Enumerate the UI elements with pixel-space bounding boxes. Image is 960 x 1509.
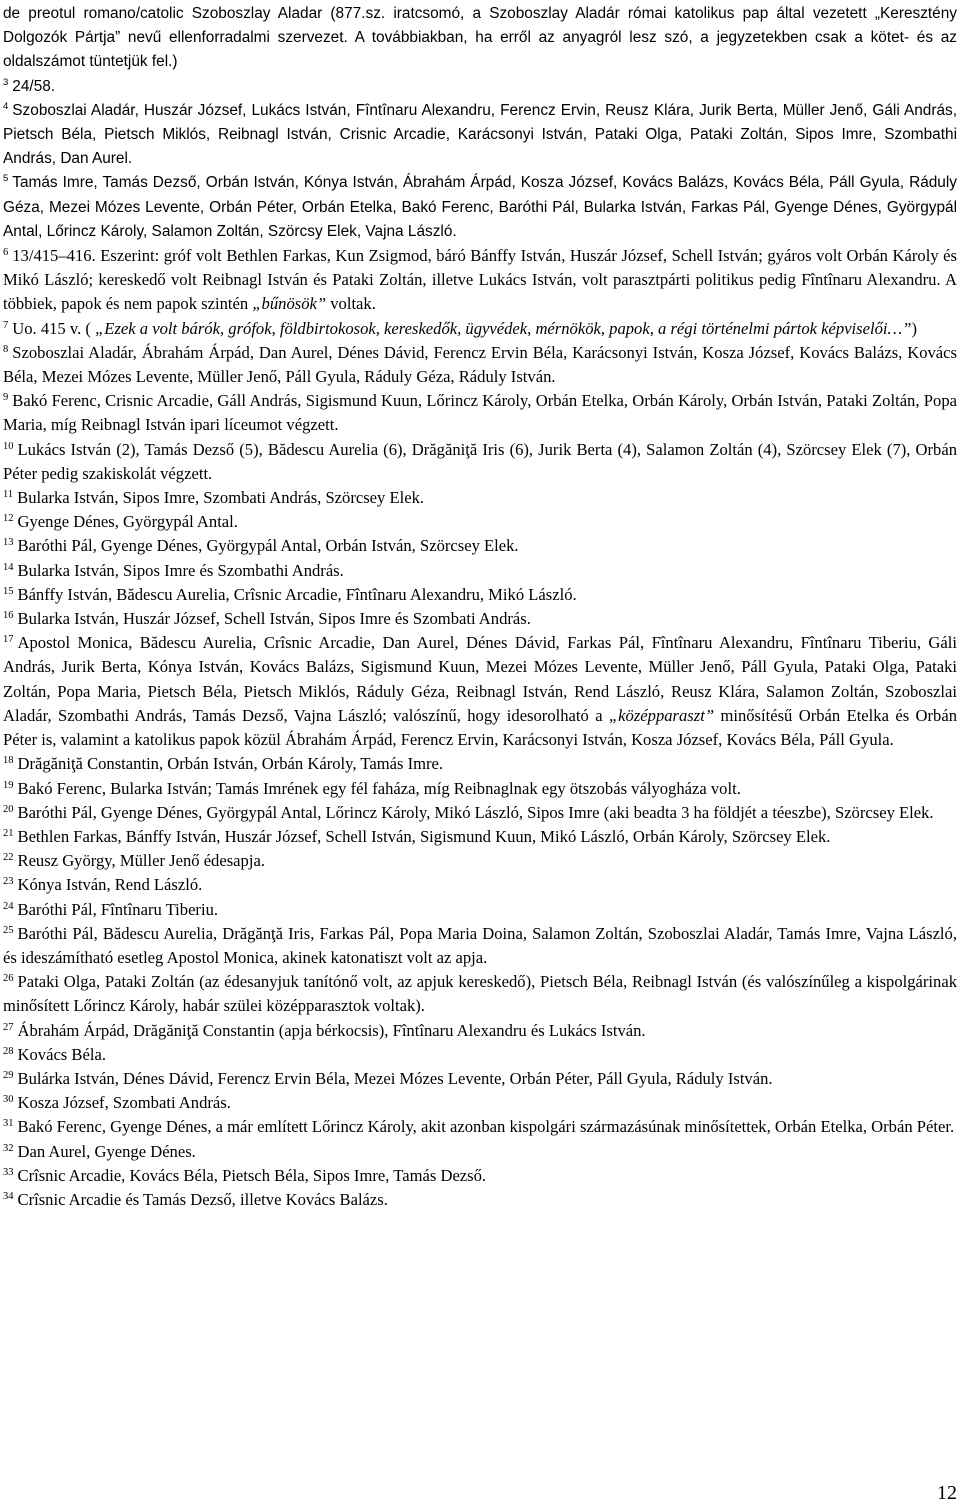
footnote-number: 7 [3, 319, 9, 331]
footnote-text: Apostol Monica, Bădescu Aurelia, Crîsnic Arcadie, Dan Aurel, Dénes Dávid, Farkas Pál, Fîntînaru Alexandru, Fîntînaru Tiberiu, Gáli András, Jurik Berta, Kónya István, Kovács Balázs, Sigismund Kuun, Mezei Mózes Levente, Müller Jenő, Páll Gyula, Pataki Olga, Pataki Zoltán, Popa Maria, Pietsch Béla, Pietsch Miklós, Ráduly Géza, Reibnagl István, Rend László, Reusz Klára, Salamon Zoltán, Szoboszlai Aladár, Szombathi András, Tamás Dezső, Vajna László; valószínű, hogy idesorolható a [3, 633, 957, 725]
footnote-text: 24/58. [12, 77, 56, 95]
footnote-number: 25 [3, 924, 14, 936]
footnote-9 [3, 389, 957, 437]
footnote-tail-text: minősítésű Orbán Etelka és Orbán Péter is, valamint a katolikus papok közül Ábrahám Árpád, Ferencz Ervin, Karácsonyi István, Kosza József, Kovács Béla, Páll Gyula. [3, 705, 957, 750]
footnote-text: Szoboszlai Aladár, Ábrahám Árpád, Dan Aurel, Dénes Dávid, Ferencz Ervin Béla, Karácsonyi István, Kosza József, Kovács Balázs, Kovács Béla, Mezei Mózes Levente, Müller Jenő, Páll Gyula, Ráduly Géza, Ráduly István. [3, 342, 957, 387]
footnote-text: Baróthi Pál, Gyenge Dénes, Györgypál Antal, Orbán István, Szörcsey Elek. [17, 536, 519, 556]
footnote-text: Ábrahám Árpád, Drăgăniţă Constantin (apja bérkocsis), Fîntînaru Alexandru és Lukács István. [17, 1020, 646, 1040]
footnote-number: 24 [3, 900, 14, 912]
footnote-number: 13 [3, 537, 14, 549]
footnote-11 [3, 486, 957, 510]
footnote-7 [3, 317, 957, 341]
footnote-tail-text: voltak. [326, 294, 376, 314]
footnote-text: Kosza József, Szombati András. [17, 1093, 231, 1113]
footnote-14 [3, 559, 957, 583]
footnote-21 [3, 825, 957, 849]
footnote-text: Lukács István (2), Tamás Dezső (5), Bădescu Aurelia (6), Drăgăniţă Iris (6), Jurik Berta (4), Salamon Zoltán (4), Szörcsey Elek (7), Orbán Péter pedig szakiskolát végzett. [3, 439, 957, 483]
footnote-6 [3, 244, 957, 317]
footnote-number: 10 [3, 440, 14, 452]
footnote-text: Pataki Olga, Pataki Zoltán (az édesanyjuk tanítónő volt, az apjuk kereskedő), Pietsch Béla, Reibnagl István (és valószínűleg a kispolgárinak minősített Lőrincz Károly, habár szülei középparasztok voltak). [3, 972, 957, 1016]
footnote-text: Bakó Ferenc, Crisnic Arcadie, Gáll András, Sigismund Kuun, Lőrincz Károly, Orbán Etelka, Orbán Károly, Orbán István, Pataki Zoltán, Popa Maria, míg Reibnagl István ipari líceumot végzett. [3, 391, 957, 435]
footnote-number: 32 [3, 1142, 14, 1154]
footnote-number: 33 [3, 1166, 14, 1178]
footnote-12 [3, 510, 957, 534]
footnote-number: 31 [3, 1118, 14, 1130]
footnotes-section [3, 2, 957, 1212]
footnote-26 [3, 970, 957, 1018]
footnote-28 [3, 1043, 957, 1067]
footnote-23 [3, 873, 957, 897]
footnote-25 [3, 922, 957, 970]
footnote-22 [3, 849, 957, 873]
footnote-number: 8 [3, 343, 9, 355]
footnote-number: 5 [3, 173, 9, 185]
footnote-text: Bakó Ferenc, Gyenge Dénes, a már említett Lőrincz Károly, akit azonban kispolgári származásúnak minősítettek, Orbán Etelka, Orbán Péter. [17, 1117, 955, 1137]
footnote-italic-text: „Ezek a volt bárók, grófok, földbirtokosok, kereskedők, ügyvédek, mérnökök, papok, a régi történelmi pártok képviselői…” [95, 318, 912, 338]
footnote-31 [3, 1115, 957, 1139]
footnote-text: Baróthi Pál, Fîntînaru Tiberiu. [17, 899, 219, 919]
footnote-number: 30 [3, 1094, 14, 1106]
footnote-number: 9 [3, 392, 9, 404]
footnote-29 [3, 1067, 957, 1091]
footnote-number: 15 [3, 585, 14, 597]
footnote-text: de preotul romano/catolic Szoboszlay Aladar (877.sz. iratcsomó, a Szoboszlay Aladár római katolikus pap által vezetett „Keresztény Dolgozók Pártja” nevű ellenforradalmi szervezet. A továbbiakban, ha erről az anyagról lesz szó, a jegyzetekben csak a kötet- és az oldalszámot tüntetjük fel.) [3, 5, 957, 71]
footnote-text: Gyenge Dénes, Györgypál Antal. [17, 512, 238, 532]
footnote-10 [3, 438, 957, 486]
footnote-16 [3, 607, 957, 631]
footnote-8 [3, 341, 957, 389]
footnote-24 [3, 898, 957, 922]
footnote-33 [3, 1164, 957, 1188]
footnote-number: 19 [3, 779, 14, 791]
footnote-text: Dan Aurel, Gyenge Dénes. [17, 1141, 196, 1161]
footnote-text: Reusz György, Müller Jenő édesapja. [17, 851, 265, 871]
footnote-text: Baróthi Pál, Gyenge Dénes, Györgypál Antal, Lőrincz Károly, Mikó László, Sipos Imre (aki beadta 3 ha földjét a téeszbe), Szörcsey Elek. [17, 802, 934, 822]
footnote-text: Baróthi Pál, Bădescu Aurelia, Drăgănţă Iris, Farkas Pál, Popa Maria Doina, Salamon Zoltán, Szoboszlai Aladár, Tamás Imre, Vajna László, és ideszámítható esetleg Apostol Monica, akinek katonatiszt volt az apja. [3, 923, 957, 967]
footnote-number: 29 [3, 1069, 14, 1081]
footnote-27 [3, 1019, 957, 1043]
footnote-3 [3, 75, 957, 99]
footnote-tail-text: ) [911, 318, 918, 338]
page-number: 12 [937, 1482, 957, 1504]
footnote-text: Kovács Béla. [17, 1044, 106, 1064]
footnote-text: Uo. 415 v. ( [12, 318, 91, 338]
footnote-number: 21 [3, 827, 14, 839]
footnote-4 [3, 99, 957, 172]
footnote-text: Bakó Ferenc, Bularka István; Tamás Imrének egy fél faháza, míg Reibnaglnak egy ötszobás vályogháza volt. [17, 778, 741, 798]
footnote-number: 20 [3, 803, 14, 815]
footnote-number: 14 [3, 561, 14, 573]
footnote-number: 4 [3, 100, 9, 112]
footnote-text: 13/415–416. Eszerint: gróf volt Bethlen Farkas, Kun Zsigmod, báró Bánffy István, Huszár József, Schell István; gyáros volt Orbán Károly és Mikó László; kereskedő volt Reibnagl István és Pataki Zoltán, illetve Lukács István, volt parasztpárti politikus pedig Fîntînaru Alexandru. A többiek, papok és nem papok szintén [3, 246, 957, 314]
footnote-text: Bulárka István, Dénes Dávid, Ferencz Ervin Béla, Mezei Mózes Levente, Orbán Péter, Páll Gyula, Ráduly István. [17, 1068, 773, 1088]
footnote-32 [3, 1140, 957, 1164]
footnote-number: 3 [3, 76, 9, 88]
footnote-20 [3, 801, 957, 825]
footnote-number: 23 [3, 876, 14, 888]
footnote-text: Bethlen Farkas, Bánffy István, Huszár József, Schell István, Sigismund Kuun, Mikó László, Orbán Károly, Szörcsey Elek. [17, 826, 831, 846]
footnote-number: 12 [3, 513, 14, 525]
footnote-text: Bularka István, Sipos Imre, Szombati András, Szörcsey Elek. [17, 488, 425, 508]
footnote-number: 11 [3, 489, 14, 501]
footnote-text: Crîsnic Arcadie, Kovács Béla, Pietsch Béla, Sipos Imre, Tamás Dezső. [17, 1165, 487, 1185]
footnote-text: Crîsnic Arcadie és Tamás Dezső, illetve Kovács Balázs. [17, 1189, 388, 1209]
footnote-19 [3, 777, 957, 801]
footnote-number: 17 [3, 634, 14, 646]
footnote-number: 27 [3, 1021, 14, 1033]
footnote-number: 26 [3, 973, 14, 985]
footnote-text: Bánffy István, Bădescu Aurelia, Crîsnic Arcadie, Fîntînaru Alexandru, Mikó László. [17, 584, 577, 604]
footnote-italic-text: „középparaszt” [608, 705, 715, 725]
footnote-number: 34 [3, 1190, 14, 1202]
footnote-18 [3, 752, 957, 776]
footnote-number: 16 [3, 610, 14, 622]
footnote-number: 28 [3, 1045, 14, 1057]
footnote-text: Bularka István, Sipos Imre és Szombathi András. [17, 560, 344, 580]
footnote-number: 6 [3, 247, 9, 259]
footnote-30 [3, 1091, 957, 1115]
footnote-text: Bularka István, Huszár József, Schell István, Sipos Imre és Szombati András. [17, 609, 531, 629]
footnote-number: 18 [3, 755, 14, 767]
footnote-text: Drăgăniţă Constantin, Orbán István, Orbán Károly, Tamás Imre. [17, 754, 444, 774]
footnote-17 [3, 631, 957, 752]
footnote-number: 22 [3, 852, 14, 864]
footnote-text: Tamás Imre, Tamás Dezső, Orbán István, Kónya István, Ábrahám Árpád, Kosza József, Kovács Balázs, Kovács Béla, Páll Gyula, Ráduly Géza, Mezei Mózes Levente, Orbán Péter, Orbán Etelka, Bakó Ferenc, Baróthi Pál, Bularka István, Farkas Pál, Gyenge Dénes, Györgypál Antal, Lőrincz Károly, Salamon Zoltán, Szörcsy Elek, Vajna László. [3, 174, 957, 240]
footnote-34 [3, 1188, 957, 1212]
footnote-15 [3, 583, 957, 607]
footnote-text: Kónya István, Rend László. [17, 875, 203, 895]
footnote-intro [3, 2, 957, 75]
footnote-italic-text: „bűnösök” [252, 294, 327, 314]
footnote-5 [3, 171, 957, 244]
footnote-13 [3, 534, 957, 558]
footnote-text: Szoboszlai Aladár, Huszár József, Lukács István, Fîntînaru Alexandru, Ferencz Ervin, Reusz Klára, Jurik Berta, Müller Jenő, Gáli András, Pietsch Béla, Pietsch Miklós, Reibnagl István, Crisnic Arcadie, Karácsonyi István, Pataki Olga, Pataki Zoltán, Sipos Imre, Szombathi András, Dan Aurel. [3, 101, 957, 168]
